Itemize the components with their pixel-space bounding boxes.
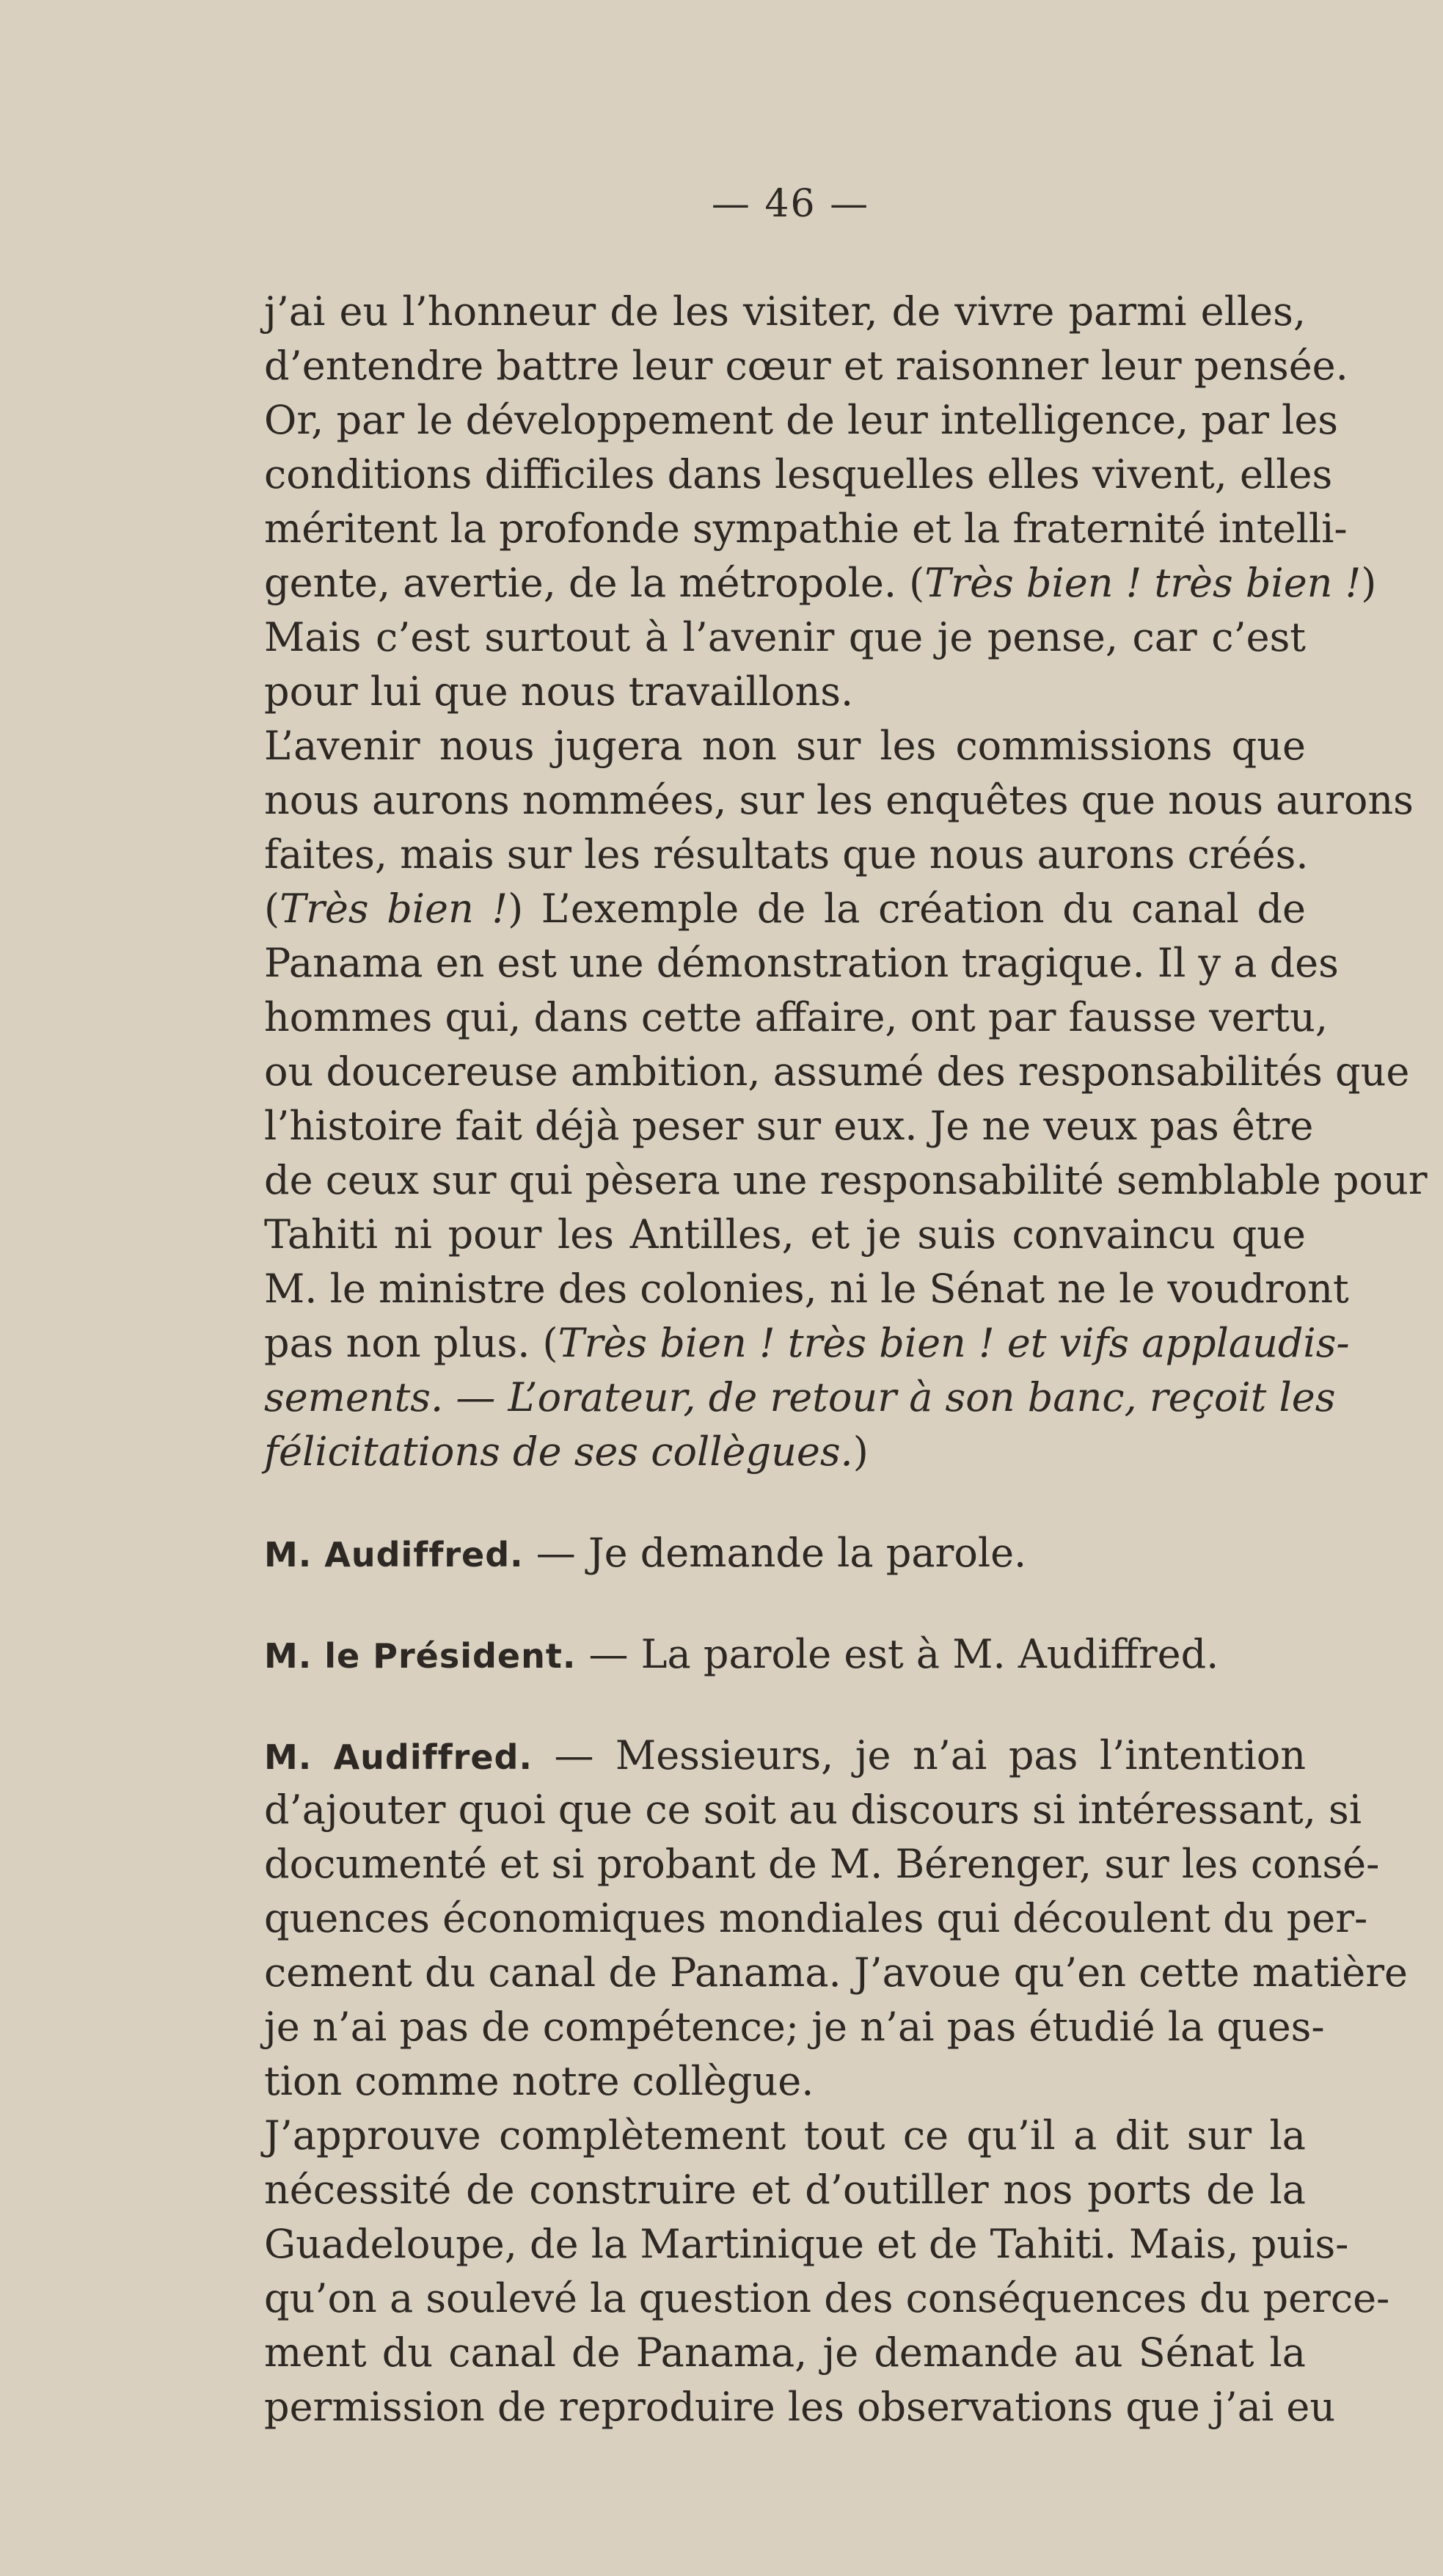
speech-line bbox=[264, 1729, 1306, 1783]
text-run: gente, avertie, de la métropole. ( bbox=[264, 560, 925, 606]
text-run: ( bbox=[264, 886, 280, 932]
text-line: permission de reproduire les observations que j’ai eu bbox=[264, 2384, 1336, 2430]
text-line: hommes qui, dans cette affaire, ont par fausse vertu, bbox=[264, 994, 1329, 1040]
text-line: faites, mais sur les résultats que nous aurons créés. bbox=[264, 831, 1309, 877]
text-line: ment du canal de Panama, je demande au Sénat la bbox=[264, 2329, 1306, 2376]
text-line: méritent la profonde sympathie et la fraternité intelli- bbox=[264, 506, 1348, 552]
applause-note: Très bien ! bbox=[280, 886, 508, 932]
text-line: nécessité de construire et d’outiller nos ports de la bbox=[264, 2167, 1306, 2213]
text-line: l’histoire fait déjà peser sur eux. Je ne veux pas être bbox=[264, 1103, 1314, 1149]
text-run: ) L’exemple de la création du canal de bbox=[508, 886, 1306, 932]
text-line: Panama en est une démonstration tragique. Il y a des bbox=[264, 940, 1339, 986]
text-line: pour lui que nous travaillons. bbox=[264, 668, 854, 715]
text-line: documenté et si probant de M. Bérenger, sur les consé- bbox=[264, 1841, 1380, 1887]
text-line: ou doucereuse ambition, assumé des responsabilités que bbox=[264, 1048, 1410, 1095]
speech-line bbox=[264, 1526, 1306, 1580]
speech-text: — Messieurs, je n’ai pas l’intention bbox=[532, 1732, 1307, 1778]
speaker-name: M. Audiffred. bbox=[264, 1737, 533, 1777]
text-line bbox=[264, 882, 1306, 936]
text-line: conditions difficiles dans lesquelles elles vivent, elles bbox=[264, 451, 1333, 497]
text-line: J’approuve complètement tout ce qu’il a dit sur la bbox=[264, 2112, 1306, 2159]
speech-line bbox=[264, 1627, 1306, 1682]
text-line: d’entendre battre leur cœur et raisonner leur pensée. bbox=[264, 343, 1348, 389]
text-line bbox=[264, 556, 1377, 610]
text-line: qu’on a soulevé la question des conséquences du perce- bbox=[264, 2275, 1390, 2321]
text-line: Guadeloupe, de la Martinique et de Tahiti. Mais, puis- bbox=[264, 2221, 1349, 2267]
text-line bbox=[264, 1425, 1306, 1479]
paragraph-gap bbox=[264, 1682, 1306, 1729]
text-line: Tahiti ni pour les Antilles, et je suis convaincu que bbox=[264, 1211, 1306, 1258]
text-line: d’ajouter quoi que ce soit au discours si intéressant, si bbox=[264, 1787, 1362, 1833]
text-line bbox=[264, 1316, 1350, 1371]
paragraph-gap bbox=[264, 1479, 1306, 1526]
speaker-name: M. le Président. bbox=[264, 1636, 577, 1676]
text-line: de ceux sur qui pèsera une responsabilité semblable pour bbox=[264, 1157, 1428, 1203]
text-line: Or, par le développement de leur intelligence, par les bbox=[264, 397, 1338, 443]
text-run: ) bbox=[1361, 560, 1377, 606]
text-line: M. le ministre des colonies, ni le Sénat ne le voudront bbox=[264, 1266, 1349, 1312]
text-line: quences économiques mondiales qui découlent du per- bbox=[264, 1895, 1368, 1941]
page-number: — 46 — bbox=[711, 182, 870, 226]
applause-note: Très bien ! très bien ! bbox=[924, 560, 1362, 606]
speaker-name: M. Audiffred. bbox=[264, 1535, 524, 1575]
speech-text: — Je demande la parole. bbox=[523, 1530, 1027, 1576]
text-line: j’ai eu l’honneur de les visiter, de vivre parmi elles, bbox=[264, 288, 1306, 335]
speech-text: — La parole est à M. Audiffred. bbox=[576, 1631, 1219, 1677]
text-run: ) bbox=[852, 1429, 869, 1475]
paragraph-gap bbox=[264, 1580, 1306, 1627]
text-line: tion comme notre collègue. bbox=[264, 2058, 814, 2104]
body-text bbox=[264, 285, 1428, 2434]
text-line: nous aurons nommées, sur les enquêtes que nous aurons bbox=[264, 777, 1414, 823]
text-line bbox=[264, 1371, 1336, 1425]
text-line: Mais c’est surtout à l’avenir que je pense, car c’est bbox=[264, 614, 1306, 660]
text-run: pas non plus. ( bbox=[264, 1320, 558, 1366]
text-line: je n’ai pas de compétence; je n’ai pas étudié la ques- bbox=[264, 2004, 1325, 2050]
applause-note: Très bien ! très bien ! et vifs applaudis- bbox=[558, 1320, 1350, 1366]
stage-direction: félicitations de ses collègues. bbox=[264, 1429, 853, 1475]
text-line: L’avenir nous jugera non sur les commissions que bbox=[264, 723, 1306, 769]
text-line: cement du canal de Panama. J’avoue qu’en cette matière bbox=[264, 1949, 1409, 1996]
stage-direction: sements. — L’orateur, de retour à son banc, reçoit les bbox=[264, 1374, 1336, 1420]
